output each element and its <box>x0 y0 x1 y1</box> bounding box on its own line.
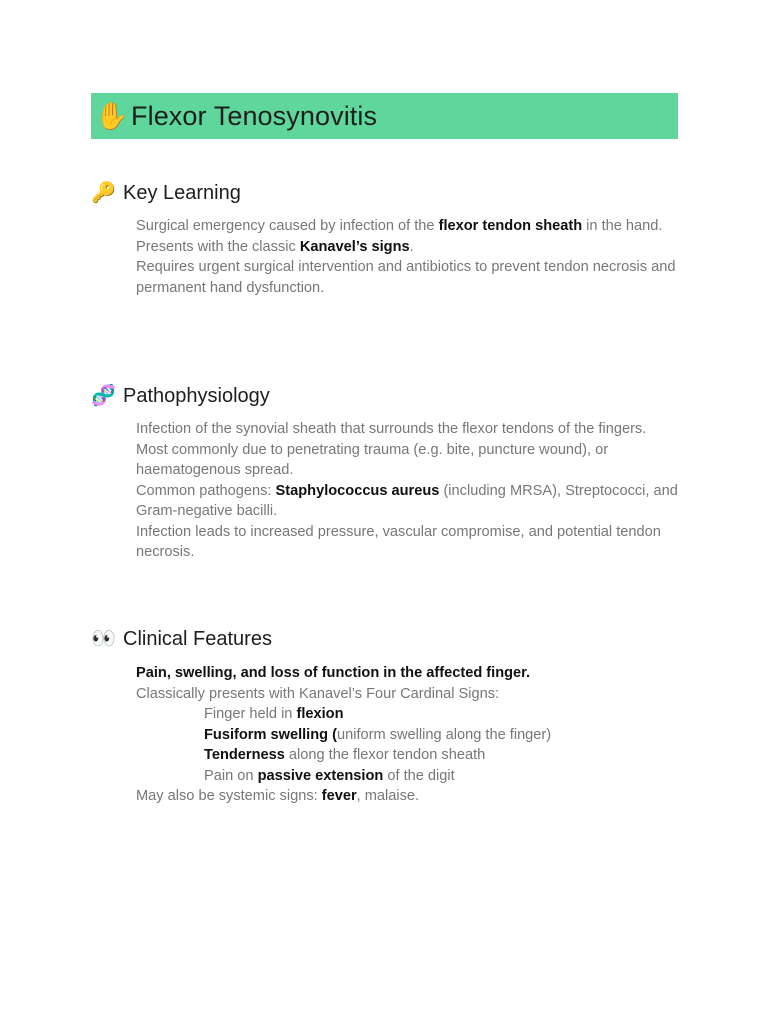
paragraph: Infection leads to increased pressure, vascular compromise, and potential tendon necrosis. <box>136 523 661 560</box>
paragraph: Classically presents with Kanavel’s Four Cardinal Signs: <box>136 685 500 702</box>
section-body <box>136 419 678 563</box>
text: in the hand. <box>582 218 663 234</box>
bold-text: Kanavel’s signs <box>299 238 410 255</box>
paragraph <box>136 237 678 258</box>
text: Pain on <box>204 767 258 784</box>
bold-text: Fusiform swelling ( <box>204 726 337 743</box>
dna-icon: 🧬 <box>91 385 116 407</box>
section-body <box>136 216 678 298</box>
section-heading <box>91 382 678 410</box>
paragraph: Requires urgent surgical intervention and antibiotics to prevent tendon necrosis and permanent hand dysfunction. <box>136 259 676 296</box>
text: (including MRSA), Streptococci, and Gram-negative bacilli. <box>136 482 678 519</box>
section-title: Pathophysiology <box>123 384 270 407</box>
section-heading <box>91 625 678 653</box>
key-icon: 🔑 <box>91 182 116 204</box>
section-key-learning <box>91 179 678 298</box>
sign-item <box>136 704 678 725</box>
bold-text: passive extension <box>257 767 384 784</box>
eyes-icon: 👀 <box>91 628 116 650</box>
sign-item <box>136 725 678 746</box>
document-page <box>91 93 678 804</box>
title-banner <box>91 93 678 139</box>
text: Finger held in <box>204 706 297 722</box>
raised-hand-icon: ✋ <box>95 100 129 131</box>
sign-item <box>136 745 678 766</box>
text: , malaise. <box>356 788 420 804</box>
lead-paragraph: Pain, swelling, and loss of function in the affected finger. <box>136 665 531 681</box>
section-pathophysiology <box>91 382 678 563</box>
section-body <box>136 663 678 807</box>
section-title: Clinical Features <box>123 627 272 650</box>
sign-item <box>136 766 678 787</box>
bold-text: flexion <box>296 706 344 722</box>
text: uniform swelling along the finger) <box>336 726 552 743</box>
paragraph <box>136 216 678 237</box>
paragraph: Most commonly due to penetrating trauma (e.g. bite, puncture wound), or haematogenous spread. <box>136 441 609 478</box>
section-title: Key Learning <box>123 181 241 204</box>
text: Common pathogens: <box>136 482 276 499</box>
text: along the flexor tendon sheath <box>284 747 486 763</box>
paragraph <box>136 786 678 807</box>
text: of the digit <box>383 767 455 784</box>
text: Surgical emergency caused by infection of the <box>136 218 439 234</box>
bold-text: fever <box>321 788 357 804</box>
text: May also be systemic signs: <box>136 788 322 804</box>
paragraph: Infection of the synovial sheath that surrounds the flexor tendons of the fingers. <box>136 421 647 437</box>
section-clinical-features <box>91 625 678 807</box>
text: . <box>409 238 414 255</box>
page-title: Flexor Tenosynovitis <box>131 100 378 131</box>
bold-text: flexor tendon sheath <box>438 218 583 234</box>
text: Presents with the classic <box>136 238 300 255</box>
bold-text: Staphylococcus aureus <box>275 482 440 499</box>
paragraph <box>136 481 678 522</box>
section-heading <box>91 179 678 207</box>
bold-text: Tenderness <box>204 747 285 763</box>
